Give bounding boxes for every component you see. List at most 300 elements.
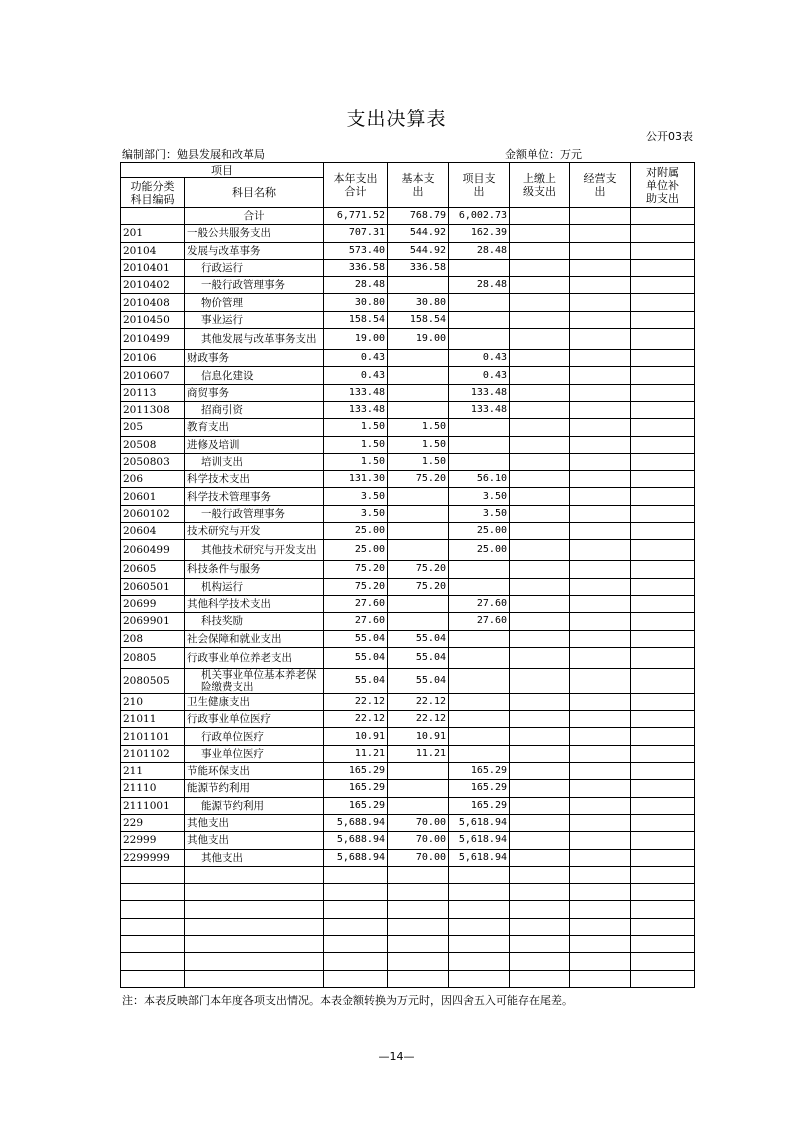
table-row [121,225,695,242]
row-basic [388,540,449,561]
empty-cell [570,970,631,987]
row-name: 招商引资 [185,401,324,418]
row-business [570,505,631,522]
row-upper [510,595,570,612]
row-subsidy [631,311,695,328]
row-subsidy [631,849,695,866]
row-business [570,540,631,561]
row-business [570,419,631,436]
row-subsidy [631,367,695,384]
table-row [121,471,695,488]
row-code: 2060501 [121,578,185,595]
row-business [570,849,631,866]
row-project: 27.60 [449,613,510,630]
row-upper [510,453,570,470]
row-upper [510,277,570,294]
table-row [121,453,695,470]
row-name: 其他支出 [185,814,324,831]
row-code: 208 [121,630,185,647]
row-total: 336.58 [324,259,388,276]
row-business [570,277,631,294]
row-subsidy [631,763,695,780]
row-code: 20805 [121,647,185,668]
row-subsidy [631,595,695,612]
row-project [449,561,510,578]
row-business [570,745,631,762]
empty-cell [388,901,449,918]
row-name: 一般行政管理事务 [185,277,324,294]
row-business [570,728,631,745]
row-business [570,578,631,595]
row-upper [510,329,570,350]
total-business [570,208,631,225]
total-project: 6,002.73 [449,208,510,225]
empty-cell [631,953,695,970]
empty-row [121,884,695,901]
row-project [449,711,510,728]
row-project: 28.48 [449,242,510,259]
header-business: 经营支 出 [570,163,631,208]
row-code: 20113 [121,384,185,401]
total-row [121,208,695,225]
row-code: 20605 [121,561,185,578]
row-name: 进修及培训 [185,436,324,453]
row-code: 2010402 [121,277,185,294]
empty-cell [388,918,449,935]
row-basic [388,277,449,294]
empty-cell [185,953,324,970]
row-name: 能源节约利用 [185,780,324,797]
empty-cell [388,970,449,987]
row-subsidy [631,329,695,350]
row-business [570,668,631,693]
header-project-expense: 项目支 出 [449,163,510,208]
empty-cell [185,935,324,952]
row-name: 科学技术支出 [185,471,324,488]
row-project: 165.29 [449,763,510,780]
row-basic [388,613,449,630]
row-name: 其他支出 [185,849,324,866]
row-basic: 75.20 [388,561,449,578]
row-basic [388,505,449,522]
row-total: 3.50 [324,505,388,522]
row-business [570,242,631,259]
row-total: 19.00 [324,329,388,350]
row-basic: 158.54 [388,311,449,328]
row-subsidy [631,259,695,276]
row-total: 133.48 [324,384,388,401]
empty-cell [185,918,324,935]
table-row [121,259,695,276]
row-project [449,647,510,668]
row-code: 210 [121,693,185,710]
row-basic: 55.04 [388,647,449,668]
empty-cell [121,884,185,901]
row-business [570,561,631,578]
row-business [570,763,631,780]
row-project [449,436,510,453]
empty-cell [324,953,388,970]
row-name: 社会保障和就业支出 [185,630,324,647]
row-basic [388,350,449,367]
row-code: 2010401 [121,259,185,276]
row-project: 3.50 [449,505,510,522]
empty-cell [121,953,185,970]
row-upper [510,561,570,578]
row-subsidy [631,693,695,710]
row-business [570,401,631,418]
page-number: —14— [378,1050,415,1063]
table-row [121,367,695,384]
row-project [449,728,510,745]
row-code: 20601 [121,488,185,505]
row-total: 5,688.94 [324,849,388,866]
row-name: 节能环保支出 [185,763,324,780]
row-name: 发展与改革事务 [185,242,324,259]
table-row [121,540,695,561]
row-name: 一般公共服务支出 [185,225,324,242]
row-subsidy [631,350,695,367]
row-subsidy [631,745,695,762]
row-basic: 1.50 [388,419,449,436]
row-total: 30.80 [324,294,388,311]
row-code: 2011308 [121,401,185,418]
row-basic: 10.91 [388,728,449,745]
row-subsidy [631,401,695,418]
empty-cell [570,953,631,970]
row-project: 28.48 [449,277,510,294]
row-name: 教育支出 [185,419,324,436]
row-code: 21011 [121,711,185,728]
row-code: 20604 [121,523,185,540]
row-upper [510,728,570,745]
row-name: 事业运行 [185,311,324,328]
table-row [121,329,695,350]
row-code: 2299999 [121,849,185,866]
row-total: 165.29 [324,797,388,814]
empty-cell [388,884,449,901]
empty-cell [449,970,510,987]
footnote: 注：本表反映部门本年度各项支出情况。本表金额转换为万元时，因四舍五入可能存在尾差。 [122,994,573,1007]
table-row [121,488,695,505]
row-code: 211 [121,763,185,780]
table-row [121,401,695,418]
row-code: 20104 [121,242,185,259]
row-project: 5,618.94 [449,832,510,849]
row-basic [388,523,449,540]
total-subsidy [631,208,695,225]
row-total: 25.00 [324,523,388,540]
table-row [121,797,695,814]
row-total: 131.30 [324,471,388,488]
empty-cell [185,884,324,901]
row-business [570,711,631,728]
row-project [449,668,510,693]
row-business [570,384,631,401]
empty-cell [631,970,695,987]
empty-cell [449,935,510,952]
empty-row [121,918,695,935]
table-row [121,832,695,849]
row-project: 133.48 [449,401,510,418]
row-subsidy [631,613,695,630]
row-project: 5,618.94 [449,814,510,831]
row-business [570,436,631,453]
row-business [570,367,631,384]
row-subsidy [631,630,695,647]
row-basic [388,367,449,384]
row-total: 22.12 [324,693,388,710]
row-code: 2060102 [121,505,185,522]
row-upper [510,647,570,668]
row-project [449,329,510,350]
empty-cell [449,884,510,901]
row-basic: 22.12 [388,693,449,710]
table-number: 公开03表 [646,130,693,143]
row-total: 75.20 [324,578,388,595]
row-subsidy [631,711,695,728]
row-upper [510,780,570,797]
row-name: 商贸事务 [185,384,324,401]
row-subsidy [631,540,695,561]
empty-cell [185,901,324,918]
empty-cell [570,884,631,901]
row-business [570,613,631,630]
row-code: 20699 [121,595,185,612]
row-subsidy [631,384,695,401]
row-name: 机关事业单位基本养老保险缴费支出 [185,668,324,693]
empty-cell [121,970,185,987]
row-subsidy [631,647,695,668]
row-code: 2010450 [121,311,185,328]
row-project: 3.50 [449,488,510,505]
table-row [121,505,695,522]
row-basic: 19.00 [388,329,449,350]
header-func-code: 功能分类 科目编码 [121,178,185,208]
row-business [570,523,631,540]
table-row [121,294,695,311]
empty-cell [185,970,324,987]
row-project [449,745,510,762]
row-total: 75.20 [324,561,388,578]
row-code: 206 [121,471,185,488]
empty-cell [324,970,388,987]
empty-cell [121,918,185,935]
row-name: 财政事务 [185,350,324,367]
row-basic [388,488,449,505]
table-row [121,763,695,780]
row-business [570,693,631,710]
row-subsidy [631,488,695,505]
empty-cell [631,918,695,935]
row-subsidy [631,436,695,453]
row-basic: 55.04 [388,630,449,647]
row-total: 28.48 [324,277,388,294]
row-name: 科技奖励 [185,613,324,630]
row-upper [510,763,570,780]
row-business [570,329,631,350]
row-subsidy [631,814,695,831]
row-upper [510,350,570,367]
row-basic: 75.20 [388,471,449,488]
row-upper [510,401,570,418]
row-name: 行政运行 [185,259,324,276]
empty-cell [631,901,695,918]
row-total: 0.43 [324,367,388,384]
table-row [121,384,695,401]
row-project: 56.10 [449,471,510,488]
row-basic: 11.21 [388,745,449,762]
row-name: 信息化建设 [185,367,324,384]
empty-cell [324,935,388,952]
row-code: 229 [121,814,185,831]
row-project [449,453,510,470]
row-total: 55.04 [324,630,388,647]
row-upper [510,488,570,505]
row-business [570,471,631,488]
row-business [570,630,631,647]
table-row [121,595,695,612]
row-project [449,259,510,276]
row-total: 27.60 [324,595,388,612]
row-upper [510,814,570,831]
row-total: 5,688.94 [324,814,388,831]
row-name: 其他支出 [185,832,324,849]
empty-cell [185,866,324,883]
row-basic [388,401,449,418]
row-total: 1.50 [324,419,388,436]
empty-cell [631,935,695,952]
department-label: 编制部门：勉县发展和改革局 [122,148,265,161]
empty-cell [570,918,631,935]
row-upper [510,523,570,540]
empty-cell [324,918,388,935]
empty-cell [449,918,510,935]
empty-cell [510,884,570,901]
table-row [121,814,695,831]
row-subsidy [631,728,695,745]
row-code: 2010607 [121,367,185,384]
empty-row [121,901,695,918]
row-upper [510,711,570,728]
row-business [570,453,631,470]
row-basic: 22.12 [388,711,449,728]
row-code: 2010408 [121,294,185,311]
row-upper [510,668,570,693]
row-name: 物价管理 [185,294,324,311]
row-upper [510,578,570,595]
row-upper [510,225,570,242]
empty-cell [510,935,570,952]
table-row [121,419,695,436]
table-row [121,613,695,630]
row-project [449,630,510,647]
empty-cell [570,935,631,952]
row-total: 1.50 [324,436,388,453]
header-basic: 基本支 出 [388,163,449,208]
row-total: 10.91 [324,728,388,745]
row-upper [510,436,570,453]
row-project: 27.60 [449,595,510,612]
row-basic: 55.04 [388,668,449,693]
row-project [449,311,510,328]
row-total: 707.31 [324,225,388,242]
row-project: 0.43 [449,350,510,367]
total-label: 合计 [185,208,324,225]
empty-cell [510,953,570,970]
total-total: 6,771.52 [324,208,388,225]
empty-cell [631,884,695,901]
row-name: 其他发展与改革事务支出 [185,329,324,350]
table-row [121,277,695,294]
row-project: 0.43 [449,367,510,384]
empty-cell [449,953,510,970]
unit-label: 金额单位：万元 [505,148,582,161]
row-upper [510,613,570,630]
row-basic: 544.92 [388,242,449,259]
row-code: 21110 [121,780,185,797]
row-code: 2010499 [121,329,185,350]
empty-cell [324,884,388,901]
row-upper [510,471,570,488]
row-code: 2111001 [121,797,185,814]
header-row-1 [121,163,695,178]
empty-cell [510,970,570,987]
empty-cell [570,866,631,883]
row-project [449,419,510,436]
total-upper [510,208,570,225]
row-code: 2101102 [121,745,185,762]
row-upper [510,419,570,436]
row-name: 科学技术管理事务 [185,488,324,505]
row-project: 133.48 [449,384,510,401]
row-total: 1.50 [324,453,388,470]
row-name: 机构运行 [185,578,324,595]
row-name: 科技条件与服务 [185,561,324,578]
row-total: 133.48 [324,401,388,418]
row-upper [510,242,570,259]
row-subsidy [631,578,695,595]
row-project: 162.39 [449,225,510,242]
row-total: 0.43 [324,350,388,367]
row-total: 165.29 [324,763,388,780]
row-name: 卫生健康支出 [185,693,324,710]
row-name: 其他技术研究与开发支出 [185,540,324,561]
row-upper [510,745,570,762]
row-code: 20508 [121,436,185,453]
row-basic [388,780,449,797]
row-project [449,578,510,595]
row-basic: 30.80 [388,294,449,311]
row-project [449,294,510,311]
row-subsidy [631,471,695,488]
empty-row [121,866,695,883]
row-subsidy [631,225,695,242]
row-code: 201 [121,225,185,242]
row-total: 573.40 [324,242,388,259]
table-row [121,780,695,797]
row-basic: 70.00 [388,849,449,866]
row-business [570,780,631,797]
table-row [121,523,695,540]
row-name: 技术研究与开发 [185,523,324,540]
table-row [121,350,695,367]
row-business [570,832,631,849]
row-project: 165.29 [449,797,510,814]
row-upper [510,693,570,710]
row-subsidy [631,797,695,814]
row-subsidy [631,668,695,693]
